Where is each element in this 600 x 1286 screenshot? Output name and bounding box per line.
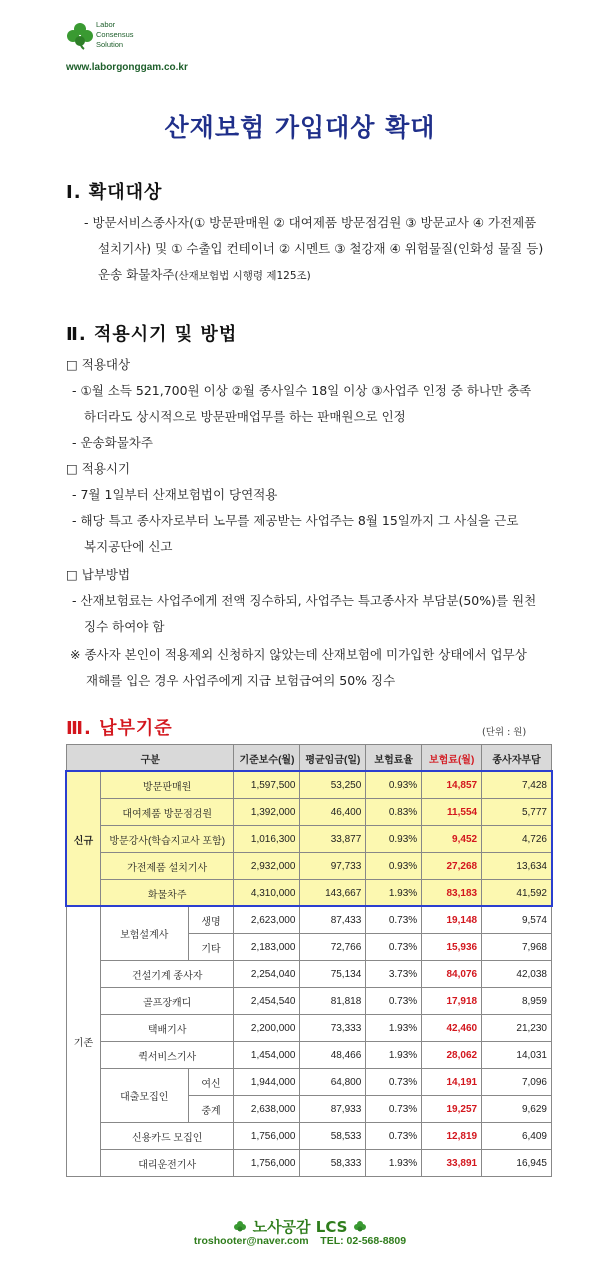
worker-share-cell: 5,777 [482,799,552,826]
group-existing-label: 기존 [67,907,101,1177]
insurance-agent-label: 보험설계사 [100,907,188,961]
premium-cell: 33,891 [422,1150,482,1177]
col-header-category: 구분 [67,745,234,772]
section-2-line-3: 하더라도 상시적으로 방문판매업무를 하는 판매원으로 인정 [84,409,406,424]
worker-share-cell: 42,038 [482,961,552,988]
row-label: 대여제품 방문점검원 [100,799,234,826]
premium-cell: 12,819 [422,1123,482,1150]
section-1-line-1: - 방문서비스종사자(① 방문판매원 ② 대여제품 방문점검원 ③ 방문교사 ④ 가전제품 [84,215,537,230]
worker-share-cell: 7,968 [482,934,552,961]
premium-cell: 19,148 [422,907,482,934]
col-header-avg-wage: 평균임금(일) [300,745,366,772]
table-row [67,1123,552,1150]
sub-row-label: 기타 [188,934,234,961]
premium-cell: 28,062 [422,1042,482,1069]
worker-share-cell: 9,574 [482,907,552,934]
base-pay-cell: 2,254,040 [234,961,300,988]
table-row [67,961,552,988]
rate-cell: 0.93% [366,826,422,853]
avg-wage-cell: 58,333 [300,1150,366,1177]
worker-share-cell: 41,592 [482,880,552,907]
col-header-premium: 보험료(월) [422,745,482,772]
premium-table [66,744,552,1177]
clover-logo-icon [66,22,94,50]
clover-right-icon [353,1220,367,1234]
logo-text [96,20,134,50]
rate-cell: 0.73% [366,1069,422,1096]
section-2-line-2: - ①월 소득 521,700원 이상 ②월 종사일수 18일 이상 ③사업주 인정 중 하나만 충족 [72,383,532,398]
section-1-line-3 [98,262,311,289]
avg-wage-cell: 87,933 [300,1096,366,1123]
section-1-line-3-text: 운송 화물차주 [98,267,175,282]
loan-broker-label: 대출모집인 [100,1069,188,1123]
rate-cell: 1.93% [366,1015,422,1042]
row-label: 신용카드 모집인 [100,1123,234,1150]
worker-share-cell: 7,096 [482,1069,552,1096]
base-pay-cell: 2,454,540 [234,988,300,1015]
logo [62,18,172,64]
rate-cell: 0.73% [366,907,422,934]
table-row [67,826,552,853]
sub-row-label: 중계 [188,1096,234,1123]
table-row [67,853,552,880]
base-pay-cell: 2,200,000 [234,1015,300,1042]
avg-wage-cell: 97,733 [300,853,366,880]
avg-wage-cell: 87,433 [300,907,366,934]
section-2-line-4: - 운송화물차주 [72,435,153,450]
premium-cell: 83,183 [422,880,482,907]
avg-wage-cell: 64,800 [300,1069,366,1096]
section-2-heading: Ⅱ. 적용시기 및 방법 [66,324,238,345]
rate-cell: 0.73% [366,1123,422,1150]
row-label: 택배기사 [100,1015,234,1042]
section-2-line-8: 복지공단에 신고 [84,539,173,554]
row-label: 방문강사(학습지교사 포함) [100,826,234,853]
avg-wage-cell: 53,250 [300,772,366,799]
rate-cell: 0.73% [366,1096,422,1123]
base-pay-cell: 1,597,500 [234,772,300,799]
rate-cell: 1.93% [366,1042,422,1069]
col-header-rate: 보험료율 [366,745,422,772]
apply-period-label: □ 적용시기 [66,461,131,476]
table-row [67,772,552,799]
base-pay-cell: 1,392,000 [234,799,300,826]
avg-wage-cell: 143,667 [300,880,366,907]
logo-line-2: Consensus [96,30,134,39]
col-header-worker-share: 종사자부담 [482,745,552,772]
base-pay-cell: 2,638,000 [234,1096,300,1123]
logo-line-1: Labor [96,20,116,29]
page-title: 산재보험 가입대상 확대 [164,113,436,142]
premium-cell: 84,076 [422,961,482,988]
base-pay-cell: 1,016,300 [234,826,300,853]
premium-cell: 11,554 [422,799,482,826]
worker-share-cell: 4,726 [482,826,552,853]
worker-share-cell: 7,428 [482,772,552,799]
section-2-line-6: - 7월 1일부터 산재보험법이 당연적용 [72,487,278,502]
table-row [67,1042,552,1069]
section-1-line-2: 설치기사) 및 ① 수출입 컨테이너 ② 시멘트 ③ 철강재 ④ 위험물질(인화성 물질 등) [98,241,544,256]
premium-cell: 42,460 [422,1015,482,1042]
avg-wage-cell: 33,877 [300,826,366,853]
sub-row-label: 생명 [188,907,234,934]
avg-wage-cell: 58,533 [300,1123,366,1150]
base-pay-cell: 1,454,000 [234,1042,300,1069]
clover-left-icon [233,1220,247,1234]
footer-contact [0,1235,600,1247]
section-2-note-line-1: ※ 종사자 본인이 적용제외 신청하지 않았는데 산재보험에 미가입한 상태에서 업무상 [70,647,527,662]
contact-email[interactable]: troshooter@naver.com [193,1235,309,1247]
col-header-base-pay: 기준보수(월) [234,745,300,772]
rate-cell: 1.93% [366,880,422,907]
premium-cell: 15,936 [422,934,482,961]
row-label: 대리운전기사 [100,1150,234,1177]
base-pay-cell: 2,623,000 [234,907,300,934]
premium-cell: 9,452 [422,826,482,853]
section-2-line-10: - 산재보험료는 사업주에게 전액 징수하되, 사업주는 특고종사자 부담분(50%)를 원천 [72,593,537,608]
avg-wage-cell: 72,766 [300,934,366,961]
contact-phone[interactable]: TEL: 02-568-8809 [320,1235,407,1247]
premium-cell: 17,918 [422,988,482,1015]
table-row [67,799,552,826]
avg-wage-cell: 46,400 [300,799,366,826]
premium-cell: 19,257 [422,1096,482,1123]
table-row [67,1015,552,1042]
table-row [67,1069,552,1096]
worker-share-cell: 9,629 [482,1096,552,1123]
worker-share-cell: 21,230 [482,1015,552,1042]
payment-method-label: □ 납부방법 [66,567,131,582]
rate-cell: 0.73% [366,988,422,1015]
row-label: 건설기계 종사자 [100,961,234,988]
logo-line-3: Solution [96,40,124,49]
rate-cell: 3.73% [366,961,422,988]
unit-label: (단위 : 원) [482,727,527,738]
section-2-line-7: - 해당 특고 종사자로부터 노무를 제공받는 사업주는 8월 15일까지 그 사실을 근로 [72,513,519,528]
row-label: 가전제품 설치기사 [100,853,234,880]
sub-row-label: 여신 [188,1069,234,1096]
premium-cell: 14,191 [422,1069,482,1096]
worker-share-cell: 14,031 [482,1042,552,1069]
section-2-note-line-2: 재해를 입은 경우 사업주에게 지급 보험급여의 50% 징수 [86,673,396,688]
base-pay-cell: 1,944,000 [234,1069,300,1096]
avg-wage-cell: 81,818 [300,988,366,1015]
rate-cell: 0.93% [366,853,422,880]
row-label: 화물차주 [100,880,234,907]
rate-cell: 0.83% [366,799,422,826]
base-pay-cell: 1,756,000 [234,1123,300,1150]
base-pay-cell: 2,932,000 [234,853,300,880]
base-pay-cell: 4,310,000 [234,880,300,907]
table-row [67,988,552,1015]
rate-cell: 1.93% [366,1150,422,1177]
premium-cell: 14,857 [422,772,482,799]
worker-share-cell: 8,959 [482,988,552,1015]
section-2-line-11: 징수 하여야 함 [84,619,165,634]
rate-cell: 0.73% [366,934,422,961]
worker-share-cell: 6,409 [482,1123,552,1150]
section-1-heading: Ⅰ. 확대대상 [66,182,163,203]
table-header-row [67,745,552,772]
base-pay-cell: 2,183,000 [234,934,300,961]
worker-share-cell: 13,634 [482,853,552,880]
law-reference-note: (산재보험법 시행령 제125조) [174,270,311,282]
avg-wage-cell: 75,134 [300,961,366,988]
worker-share-cell: 16,945 [482,1150,552,1177]
rate-cell: 0.93% [366,772,422,799]
section-3-heading: Ⅲ. 납부기준 [66,718,173,739]
website-url[interactable]: www.laborgonggam.co.kr [66,62,188,73]
table-row [67,1150,552,1177]
row-label: 퀵서비스기사 [100,1042,234,1069]
avg-wage-cell: 48,466 [300,1042,366,1069]
avg-wage-cell: 73,333 [300,1015,366,1042]
table-row [67,907,552,934]
apply-target-label: □ 적용대상 [66,357,131,372]
row-label: 골프장캐디 [100,988,234,1015]
footer-brand [0,1216,600,1237]
brand-name: 노사공감 LCS [252,1218,348,1236]
row-label: 방문판매원 [100,772,234,799]
table-row [67,880,552,907]
group-new-label: 신규 [67,772,101,907]
base-pay-cell: 1,756,000 [234,1150,300,1177]
premium-cell: 27,268 [422,853,482,880]
